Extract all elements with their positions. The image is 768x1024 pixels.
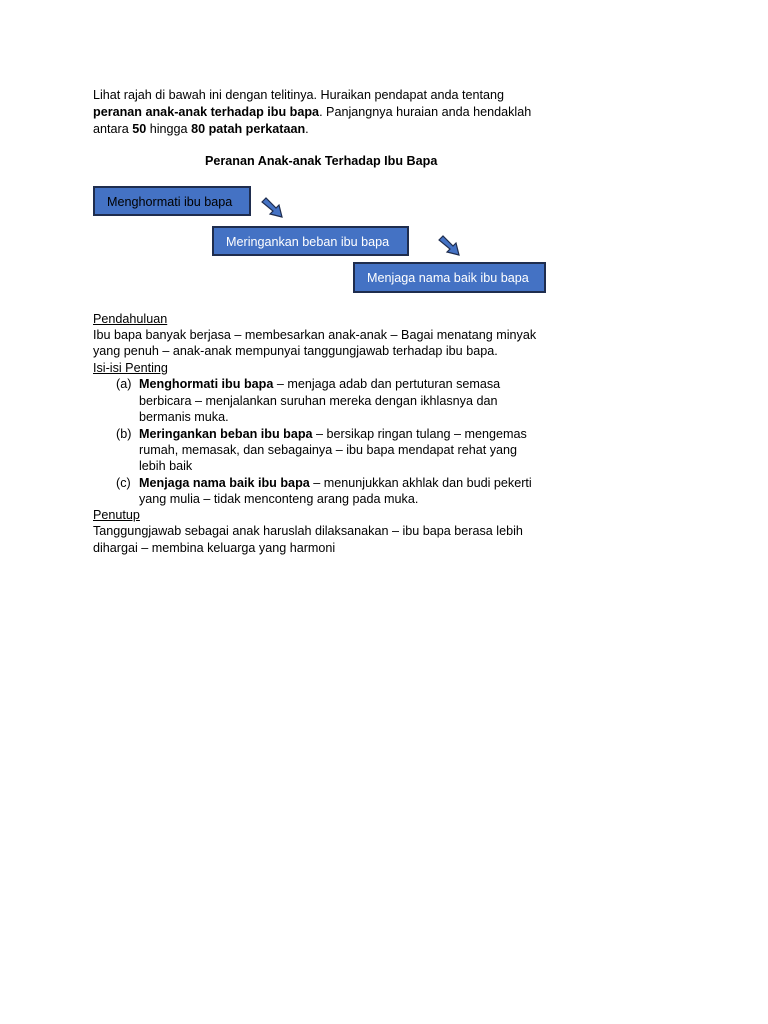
- arrow-2-icon: [438, 235, 462, 257]
- item-c-rest: – menunjukkan akhlak dan budi pekerti: [309, 476, 532, 490]
- intro-text-1: Lihat rajah di bawah ini dengan telitinya. Huraikan pendapat anda tentang: [93, 88, 505, 102]
- diagram-box-2-label: Meringankan beban ibu bapa: [226, 235, 390, 249]
- penutup-line-1: Tanggungjawab sebagai anak haruslah dilaksanakan – ibu bapa berasa lebih: [93, 524, 523, 538]
- diagram-box-3-label: Menjaga nama baik ibu bapa: [367, 271, 529, 285]
- item-b-line-1: [139, 426, 527, 442]
- penutup-heading: Penutup: [93, 508, 140, 522]
- intro-text-3c: hingga: [146, 122, 192, 136]
- item-a-line-2: berbicara – menjalankan suruhan mereka dengan ikhlasnya dan: [139, 394, 498, 408]
- item-a-label: (a): [116, 377, 132, 391]
- intro-text-3a: antara: [93, 122, 133, 136]
- pendahuluan-line-2: yang penuh – anak-anak mempunyai tanggungjawab terhadap ibu bapa.: [93, 344, 498, 358]
- item-a-line-3: bermanis muka.: [139, 410, 229, 424]
- diagram-box-1-label: Menghormati ibu bapa: [107, 195, 233, 209]
- diagram-box-3: [353, 262, 546, 293]
- item-c-line-2: yang mulia – tidak menconteng arang pada muka.: [139, 492, 419, 506]
- item-a-rest: – menjaga adab dan pertuturan semasa: [273, 377, 501, 391]
- word-min: 50: [132, 122, 147, 136]
- diagram-box-1: [93, 186, 251, 216]
- item-b-line-3: lebih baik: [139, 459, 193, 473]
- pendahuluan-line-1: Ibu bapa banyak berjasa – membesarkan anak-anak – Bagai menatang minyak: [93, 328, 537, 342]
- pendahuluan-heading: Pendahuluan: [93, 312, 168, 326]
- intro-topic: peranan anak-anak terhadap ibu bapa: [93, 105, 320, 119]
- intro-text-3e: .: [305, 122, 309, 136]
- item-b-title: Meringankan beban ibu bapa: [139, 427, 313, 441]
- intro-line-1: [93, 87, 504, 103]
- diagram-box-2: [212, 226, 409, 256]
- item-c-label: (c): [116, 476, 131, 490]
- item-b-line-2: rumah, memasak, dan sebagainya – ibu bapa mendapat rehat yang: [139, 443, 518, 457]
- item-c-title: Menjaga nama baik ibu bapa: [139, 476, 310, 490]
- isi-heading: Isi-isi Penting: [93, 361, 168, 375]
- item-b-rest: – bersikap ringan tulang – mengemas: [312, 427, 527, 441]
- item-c-line-1: [139, 475, 532, 491]
- item-a-title: Menghormati ibu bapa: [139, 377, 274, 391]
- item-a-line-1: [139, 376, 500, 392]
- intro-text-2: . Panjangnya huraian anda hendaklah: [319, 105, 532, 119]
- intro-line-3: [93, 121, 309, 137]
- penutup-line-2: dihargai – membina keluarga yang harmoni: [93, 541, 336, 555]
- item-b-label: (b): [116, 427, 132, 441]
- intro-line-2: [93, 104, 531, 120]
- arrow-1-icon: [261, 197, 285, 219]
- word-max: 80 patah perkataan: [191, 122, 306, 136]
- diagram-title: Peranan Anak-anak Terhadap Ibu Bapa: [205, 154, 438, 168]
